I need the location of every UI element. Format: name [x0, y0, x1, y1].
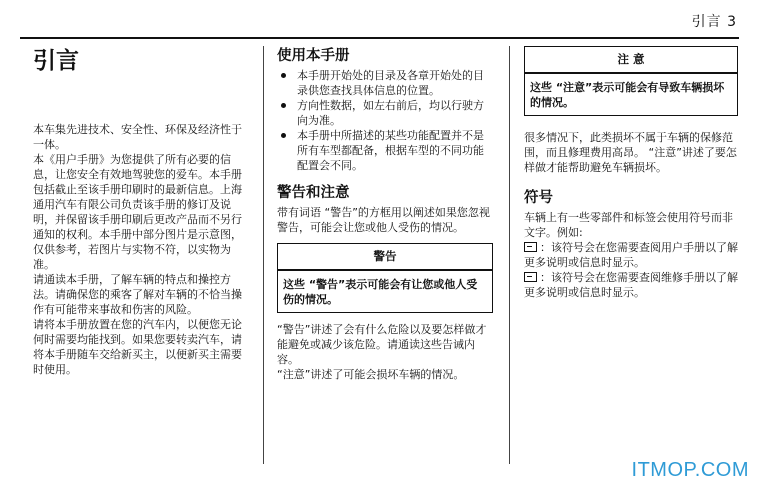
- header-rule: [20, 37, 739, 39]
- symbol-item-text: ：该符号会在您需要查阅用户手册以了解更多说明或信息时显示。: [524, 241, 738, 269]
- intro-paragraph: 请将本手册放置在您的汽车内，以便您无论何时需要均能找到。如果您要转卖汽车，请将本手册随车交给新买主，以便新买主需要时使用。: [33, 318, 242, 376]
- warning-intro: 带有词语 “警告”的方框用以阐述如果您忽视警告，可能会让您或他人受伤的情况。: [277, 206, 490, 234]
- intro-paragraph: 本《用户手册》为您提供了所有必要的信息，让您安全有效地驾驶您的爱车。本手册包括截止至该手册印刷时的最新信息。上海通用汽车有限公司负责该手册的修订及说明，并保留该手册印刷后更改产品而不另行通知的权利。本手册中部分图片是示意图，仅供参考，若图片与实物不符，以实物为准。: [33, 153, 242, 271]
- warning-explanation: “警告”讲述了会有什么危险以及要怎样做才能避免或减少该危险。请通读这些告诫内容。: [277, 323, 487, 366]
- warning-box-body: 这些 “警告”表示可能会有让您或他人受伤的情况。: [283, 278, 478, 306]
- notice-box-body: 这些 “注意”表示可能会有导致车辆损坏的情况。: [530, 81, 725, 109]
- section-title-warnings: 警告和注意: [277, 185, 350, 201]
- notice-explanation: “注意”讲述了可能会损坏车辆的情况。: [277, 368, 465, 381]
- symbols-intro: 车辆上有一些零部件和标签会使用符号而非文字。例如:: [524, 211, 733, 239]
- page-title: 引言: [33, 48, 79, 74]
- watermark-logo: ITMOP.COM: [631, 459, 749, 481]
- column-usage: [277, 46, 493, 464]
- symbol-item-text: ：该符号会在您需要查阅维修手册以了解更多说明或信息时显示。: [524, 271, 738, 299]
- notice-box: [524, 46, 738, 116]
- intro-paragraph: 本车集先进技术、安全性、环保及经济性于一体。: [33, 123, 242, 151]
- list-item: 本手册中所描述的某些功能配置并不是所有车型都配备，根据车型的不同功能配置会不同。: [277, 128, 493, 173]
- column-divider-1: [263, 46, 264, 464]
- list-item: 本手册开始处的目录及各章开始处的目录供您查找具体信息的位置。: [277, 68, 493, 98]
- list-item: 方向性数据，如左右前后，均以行驶方向为准。: [277, 98, 493, 128]
- symbol-item: [524, 270, 738, 300]
- usage-list: [277, 68, 493, 173]
- page-header: 引言 3: [691, 14, 737, 30]
- wrench-symbol-icon: [524, 272, 537, 282]
- notice-box-head: 注 意: [525, 47, 737, 74]
- column-introduction: [33, 46, 251, 464]
- warning-box-head: 警告: [278, 244, 492, 271]
- section-title-symbols: 符号: [524, 190, 553, 206]
- section-title-use-manual: 使用本手册: [277, 48, 350, 64]
- notice-text: 很多情况下，此类损坏不属于车辆的保修范围，而且修理费用高昂。 “注意”讲述了要怎样做才能帮助避免车辆损坏。: [524, 131, 737, 174]
- book-symbol-icon: [524, 242, 537, 252]
- column-symbols: [524, 46, 738, 464]
- warning-box: [277, 243, 493, 313]
- symbol-item: [524, 240, 738, 270]
- intro-paragraph: 请通读本手册，了解车辆的特点和操控方法。请确保您的乘客了解对车辆的不恰当操作有可能带来事故和伤害的风险。: [33, 273, 242, 316]
- column-divider-2: [509, 46, 510, 464]
